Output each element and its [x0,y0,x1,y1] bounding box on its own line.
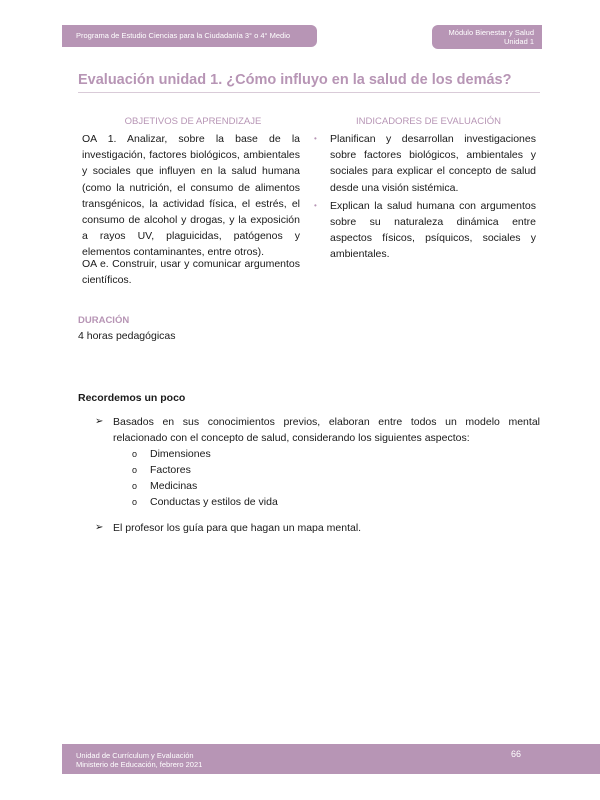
page-footer [62,744,600,774]
footer-unit: Unidad de Currículum y Evaluación [76,751,194,760]
recordemos-heading: Recordemos un poco [78,392,186,404]
recordemos-item-text: El profesor los guía para que hagan un mapa mental. [113,522,362,534]
indicator-text: Explican la salud humana con argumentos sobre su naturaleza dinámica entre aspectos físicos, psíquicos, sociales y ambientales. [330,199,536,261]
arrow-bullet-icon: ➢ [95,522,104,533]
recordemos-item-text: Basados en sus conocimientos previos, elaboran entre todos un modelo mental relacionado con el concepto de salud, considerando los siguientes aspectos: [113,416,540,445]
objectives-heading: OBJETIVOS DE APRENDIZAJE [124,116,262,127]
page-title: Evaluación unidad 1. ¿Cómo influyo en la salud de los demás? [78,72,512,88]
aspect-item [132,478,278,494]
page-number: 66 [511,749,522,759]
aspect-item [132,446,278,462]
aspects-list [132,446,278,510]
header-unit-label: Unidad 1 [503,37,534,46]
aspect-text: Factores [150,464,191,476]
footer-credits [76,751,202,769]
bullet-icon: • [314,200,317,210]
title-divider [78,92,540,93]
indicators-heading: INDICADORES DE EVALUACIÓN [356,116,501,127]
aspect-text: Conductas y estilos de vida [150,496,278,508]
objective-oa1: OA 1. Analizar, sobre la base de la investigación, factores biológicos, ambientales y sociales que influyen en la salud humana (como la nutrición, el consumo de alimentos transgénicos, la actividad física, el estrés, el consumo de alcohol y drogas, y la exposición a rayos UV, plaguicidas, patógenos y elementos contaminantes, entre otros). [82,133,300,259]
bullet-icon: • [314,134,317,143]
indicator-item [312,131,536,196]
header-module-label: Módulo Bienestar y Salud [448,28,534,37]
circle-bullet-icon: o [132,465,138,475]
aspect-item [132,494,278,510]
header-module-tab [432,25,542,49]
recordemos-item-1 [95,414,540,446]
circle-bullet-icon: o [132,497,138,507]
indicators-list [312,131,536,263]
indicator-text: Planifican y desarrollan investigaciones sobre factores biológicos, ambientales y sociales para explicar el concepto de salud desde una visión sistémica. [330,133,536,194]
header-program-tab [62,25,317,47]
objective-oae: OA e. Construir, usar y comunicar argumentos científicos. [82,258,300,287]
aspect-item [132,462,278,478]
recordemos-item-2 [95,520,540,536]
footer-ministry: Ministerio de Educación, febrero 2021 [76,760,203,769]
aspect-text: Dimensiones [150,448,211,460]
header-program-label: Programa de Estudio Ciencias para la Ciudadanía 3° o 4° Medio [76,31,291,40]
indicator-item [312,198,536,263]
aspect-text: Medicinas [150,480,198,492]
duration-label: DURACIÓN [78,315,130,326]
arrow-bullet-icon: ➢ [95,416,104,427]
circle-bullet-icon: o [132,449,138,459]
duration-value: 4 horas pedagógicas [78,330,176,342]
circle-bullet-icon: o [132,481,138,491]
